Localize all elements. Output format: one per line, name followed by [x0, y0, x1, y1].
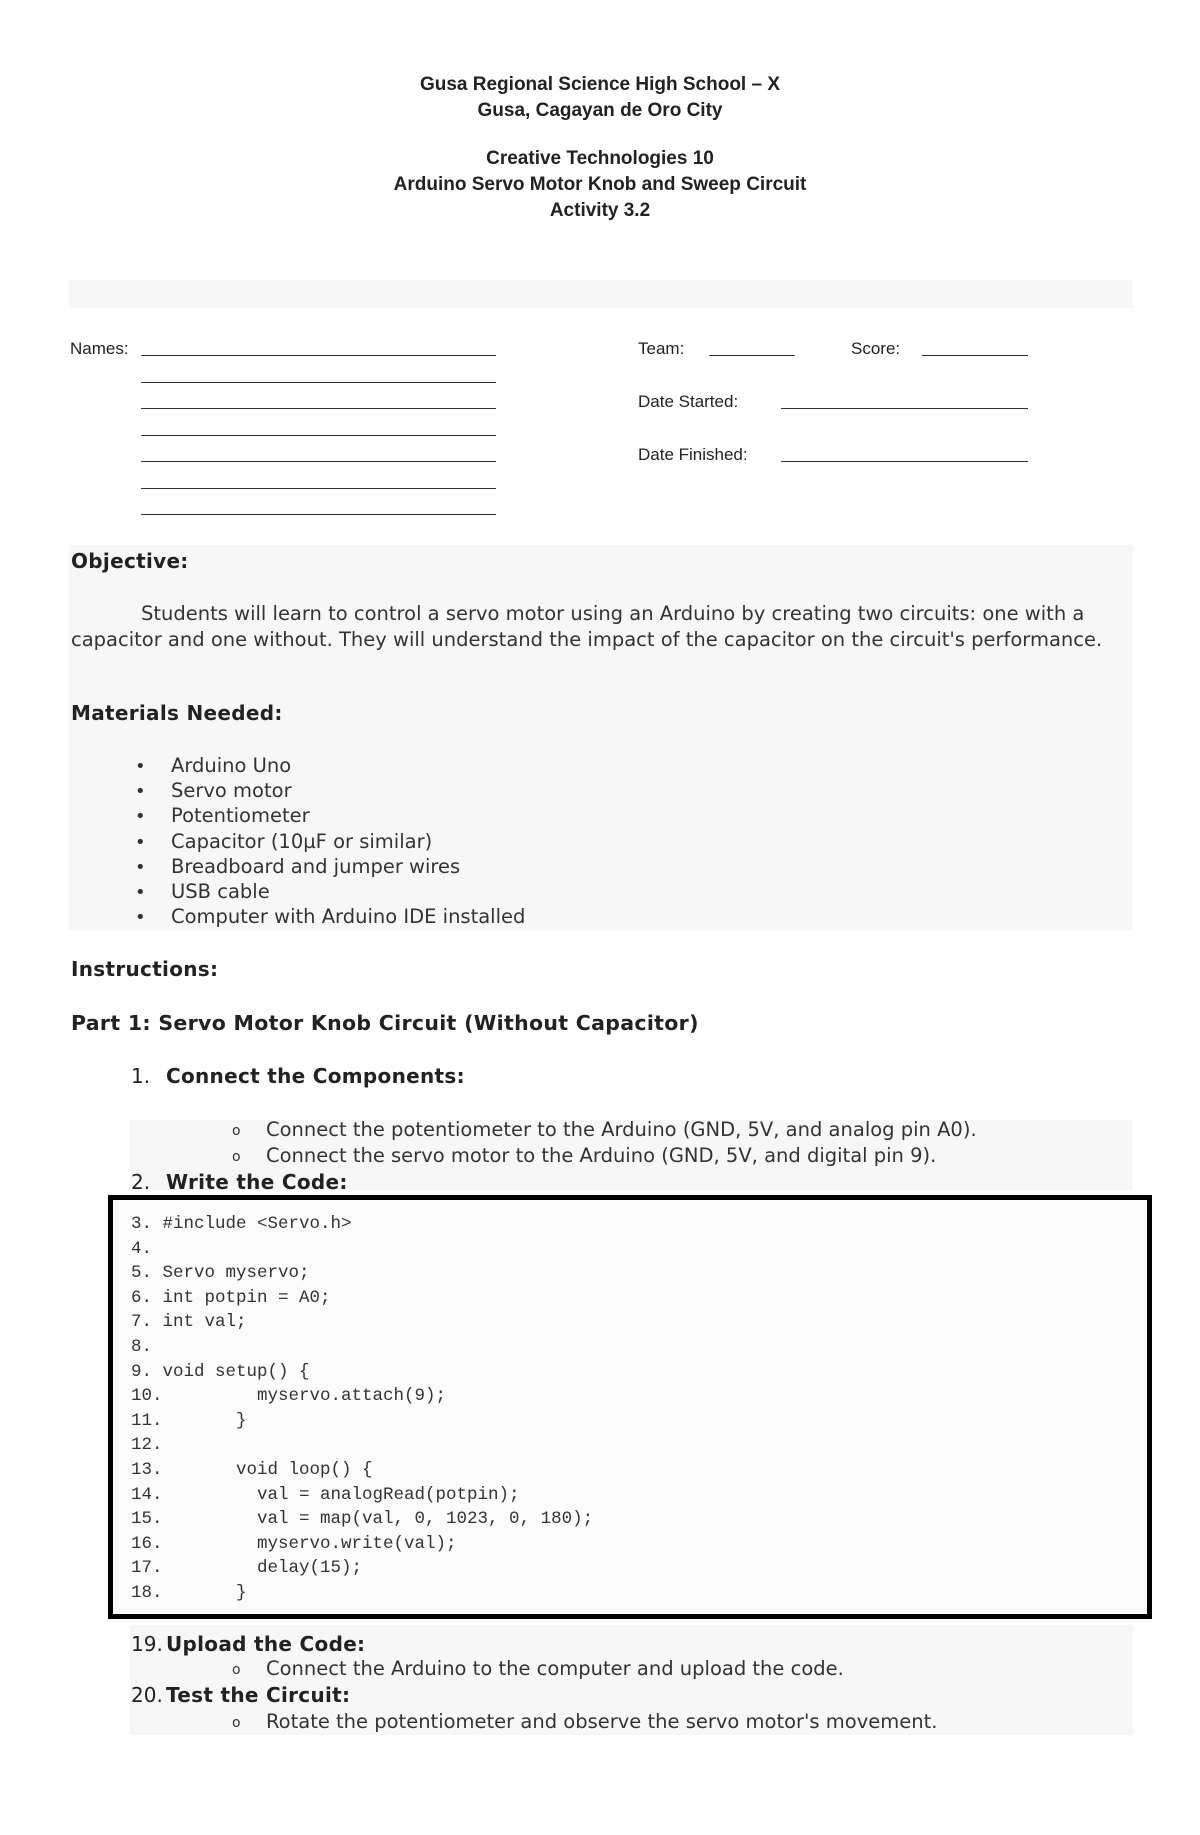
activity-number: Activity 3.2	[549, 200, 651, 221]
code-line: 10. myservo.attach(9);	[131, 1386, 447, 1407]
upload-sub: o Connect the Arduino to the computer and upload the code.	[232, 1657, 844, 1680]
step-test-circuit: 20. Test the Circuit:	[131, 1683, 351, 1707]
step-upload-code: 19. Upload the Code:	[131, 1632, 366, 1656]
list-item: • Potentiometer	[135, 804, 310, 827]
objective-text	[71, 601, 1131, 653]
subject-title: Creative Technologies 10	[486, 148, 714, 169]
step-connect: 1. Connect the Components:	[131, 1064, 465, 1088]
code-line: 14. val = analogRead(potpin);	[131, 1484, 520, 1505]
list-item: • Capacitor (10µF or similar)	[135, 830, 433, 853]
step-write-code: 2. Write the Code:	[131, 1170, 348, 1194]
code-line: 7. int val;	[131, 1312, 247, 1333]
list-item: • Arduino Uno	[135, 754, 292, 777]
part1-heading: Part 1: Servo Motor Knob Circuit (Without Capacitor)	[71, 1011, 699, 1035]
code-line: 12.	[131, 1435, 163, 1456]
list-item: • Breadboard and jumper wires	[135, 855, 461, 878]
date-started-line[interactable]	[781, 408, 1028, 409]
objective-text-content: Students will learn to control a servo motor using an Arduino by creating two circuits: one with a capacitor and one without. They will understand the impact of the capacitor on the circuit's performance.	[71, 602, 1103, 651]
shaded-strip	[69, 280, 1133, 308]
team-line[interactable]	[709, 355, 795, 356]
code-line: 4.	[131, 1238, 153, 1259]
code-line: 17. delay(15);	[131, 1558, 363, 1579]
code-block	[131, 1212, 593, 1606]
test-sub: o Rotate the potentiometer and observe the servo motor's movement.	[232, 1710, 938, 1733]
list-item: • Servo motor	[135, 779, 292, 802]
list-item: • Computer with Arduino IDE installed	[135, 905, 526, 928]
instructions-heading: Instructions:	[71, 957, 219, 981]
code-line: 13. void loop() {	[131, 1459, 373, 1480]
score-label: Score:	[851, 339, 901, 358]
code-line: 16. myservo.write(val);	[131, 1533, 457, 1554]
list-item: • USB cable	[135, 880, 270, 903]
code-line: 15. val = map(val, 0, 1023, 0, 180);	[131, 1509, 594, 1530]
date-finished-label: Date Finished:	[638, 445, 748, 464]
name-line-3[interactable]	[141, 408, 496, 409]
code-line: 3. #include <Servo.h>	[131, 1214, 352, 1234]
code-line: 8.	[131, 1336, 153, 1357]
materials-heading: Materials Needed:	[71, 701, 283, 725]
name-line-4[interactable]	[141, 435, 496, 436]
date-started-label: Date Started:	[638, 392, 739, 411]
team-label: Team:	[638, 339, 685, 358]
activity-title: Arduino Servo Motor Knob and Sweep Circuit	[393, 174, 807, 195]
date-finished-line[interactable]	[781, 461, 1028, 462]
document-header	[0, 72, 1200, 224]
objective-heading: Objective:	[71, 549, 189, 573]
code-line: 5. Servo myservo;	[131, 1263, 310, 1284]
connect-sub-2: o Connect the servo motor to the Arduino (GND, 5V, and digital pin 9).	[232, 1144, 937, 1167]
name-line-2[interactable]	[141, 382, 496, 383]
name-line-1[interactable]	[141, 355, 496, 356]
code-line: 18. }	[131, 1582, 247, 1603]
score-line[interactable]	[922, 355, 1028, 356]
name-line-5[interactable]	[141, 461, 496, 462]
name-line-7[interactable]	[141, 514, 496, 515]
names-label: Names:	[70, 339, 129, 358]
code-line: 9. void setup() {	[131, 1361, 310, 1382]
connect-sub-1: o Connect the potentiometer to the Arduino (GND, 5V, and analog pin A0).	[232, 1118, 977, 1141]
code-line: 6. int potpin = A0;	[131, 1287, 331, 1308]
code-line: 11. }	[131, 1410, 247, 1431]
school-name: Gusa Regional Science High School – X	[419, 74, 781, 95]
name-line-6[interactable]	[141, 488, 496, 489]
school-location: Gusa, Cagayan de Oro City	[477, 100, 723, 121]
